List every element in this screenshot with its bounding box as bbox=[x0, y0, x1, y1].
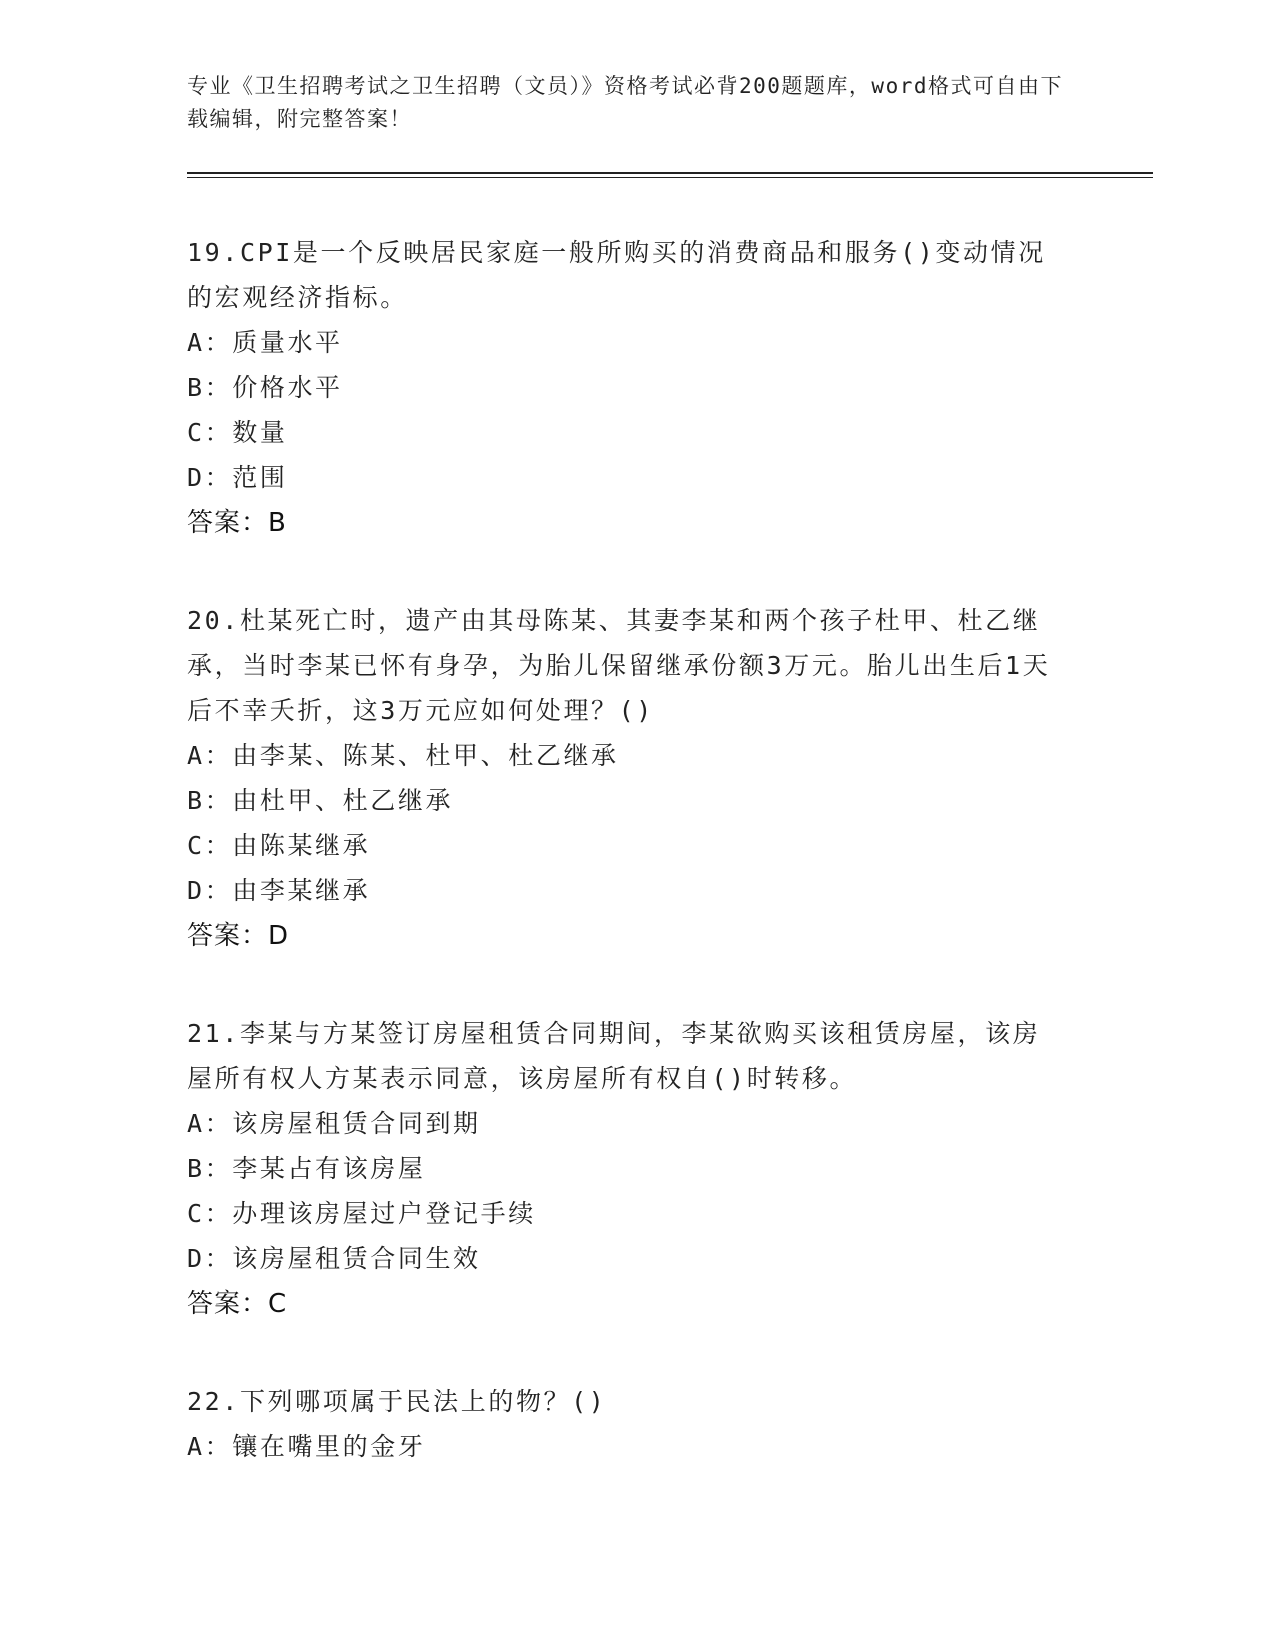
question-22 bbox=[187, 1379, 1147, 1469]
option-d: D：由李某继承 bbox=[187, 876, 371, 905]
option-a: A：镶在嘴里的金牙 bbox=[187, 1432, 426, 1461]
option-d: D：该房屋租赁合同生效 bbox=[187, 1244, 481, 1273]
option-b: B：价格水平 bbox=[187, 373, 343, 402]
answer-line: 答案：B bbox=[187, 508, 287, 538]
answer-line: 答案：C bbox=[187, 1289, 288, 1319]
option-a: A：质量水平 bbox=[187, 328, 343, 357]
option-a: A：该房屋租赁合同到期 bbox=[187, 1109, 481, 1138]
option-c: C：办理该房屋过户登记手续 bbox=[187, 1199, 536, 1228]
answer-line: 答案：D bbox=[187, 921, 290, 951]
header-divider bbox=[187, 172, 1153, 178]
divider-line-thin bbox=[187, 177, 1153, 178]
question-20 bbox=[187, 598, 1147, 959]
option-c: C：由陈某继承 bbox=[187, 831, 371, 860]
document-header: 专业《卫生招聘考试之卫生招聘（文员）》资格考试必背200题题库，word格式可自由下载编辑，附完整答案！ bbox=[187, 74, 1063, 131]
option-b: B：由杜甲、杜乙继承 bbox=[187, 786, 454, 815]
question-text: 19.CPI是一个反映居民家庭一般所购买的消费商品和服务()变动情况的宏观经济指标。 bbox=[187, 238, 1046, 312]
question-19 bbox=[187, 230, 1147, 546]
question-text: 22.下列哪项属于民法上的物？() bbox=[187, 1387, 607, 1416]
divider-line-thick bbox=[187, 172, 1153, 174]
question-text: 20.杜某死亡时，遗产由其母陈某、其妻李某和两个孩子杜甲、杜乙继承，当时李某已怀有身孕，为胎儿保留继承份额3万元。胎儿出生后1天后不幸夭折，这3万元应如何处理？() bbox=[187, 606, 1051, 725]
document-page bbox=[187, 70, 1147, 1469]
question-text: 21.李某与方某签订房屋租赁合同期间，李某欲购买该租赁房屋，该房屋所有权人方某表示同意，该房屋所有权自()时转移。 bbox=[187, 1019, 1041, 1093]
option-d: D：范围 bbox=[187, 463, 288, 492]
option-b: B：李某占有该房屋 bbox=[187, 1154, 426, 1183]
option-c: C：数量 bbox=[187, 418, 288, 447]
question-21 bbox=[187, 1011, 1147, 1327]
option-a: A：由李某、陈某、杜甲、杜乙继承 bbox=[187, 741, 619, 770]
